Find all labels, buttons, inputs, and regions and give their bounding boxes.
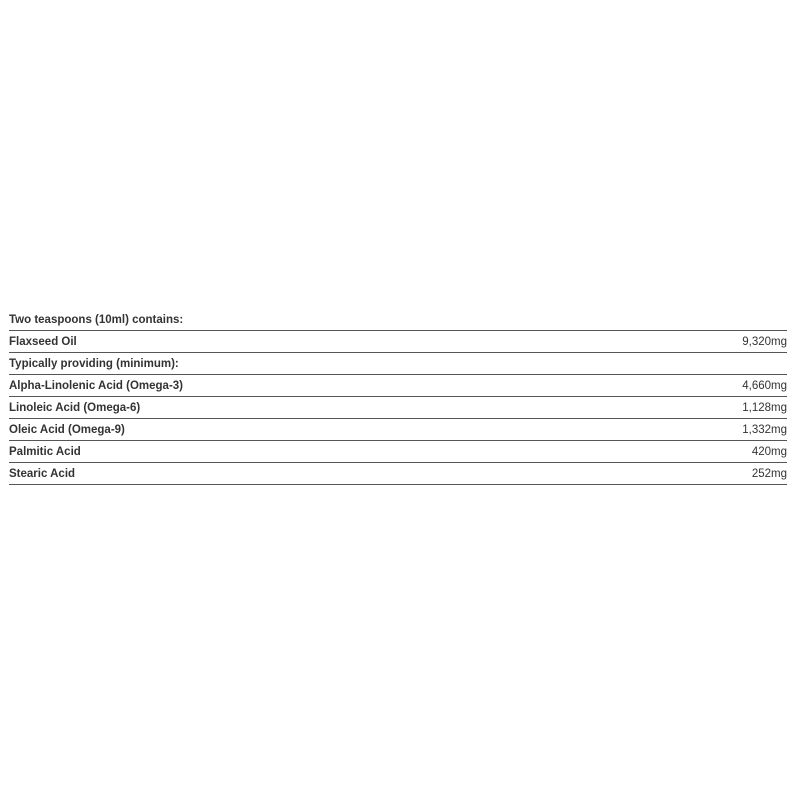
nutrition-table [9,309,787,485]
row-amount: 252mg [628,463,787,485]
table-row [9,419,787,441]
row-amount: 1,332mg [628,419,787,441]
row-amount: 420mg [628,441,787,463]
row-amount [628,353,787,375]
table-row [9,353,787,375]
table-row [9,397,787,419]
row-amount: 1,128mg [628,397,787,419]
row-amount: 9,320mg [628,331,787,353]
row-label: Linoleic Acid (Omega-6) [9,397,628,419]
table-row [9,441,787,463]
row-label: Palmitic Acid [9,441,628,463]
table-row [9,309,787,331]
table-row [9,331,787,353]
row-label: Oleic Acid (Omega-9) [9,419,628,441]
row-label: Flaxseed Oil [9,331,628,353]
row-label: Stearic Acid [9,463,628,485]
row-label: Two teaspoons (10ml) contains: [9,309,628,331]
table-row [9,375,787,397]
row-amount: 4,660mg [628,375,787,397]
row-label: Alpha-Linolenic Acid (Omega-3) [9,375,628,397]
row-label: Typically providing (minimum): [9,353,628,375]
table-row [9,463,787,485]
row-amount [628,309,787,331]
